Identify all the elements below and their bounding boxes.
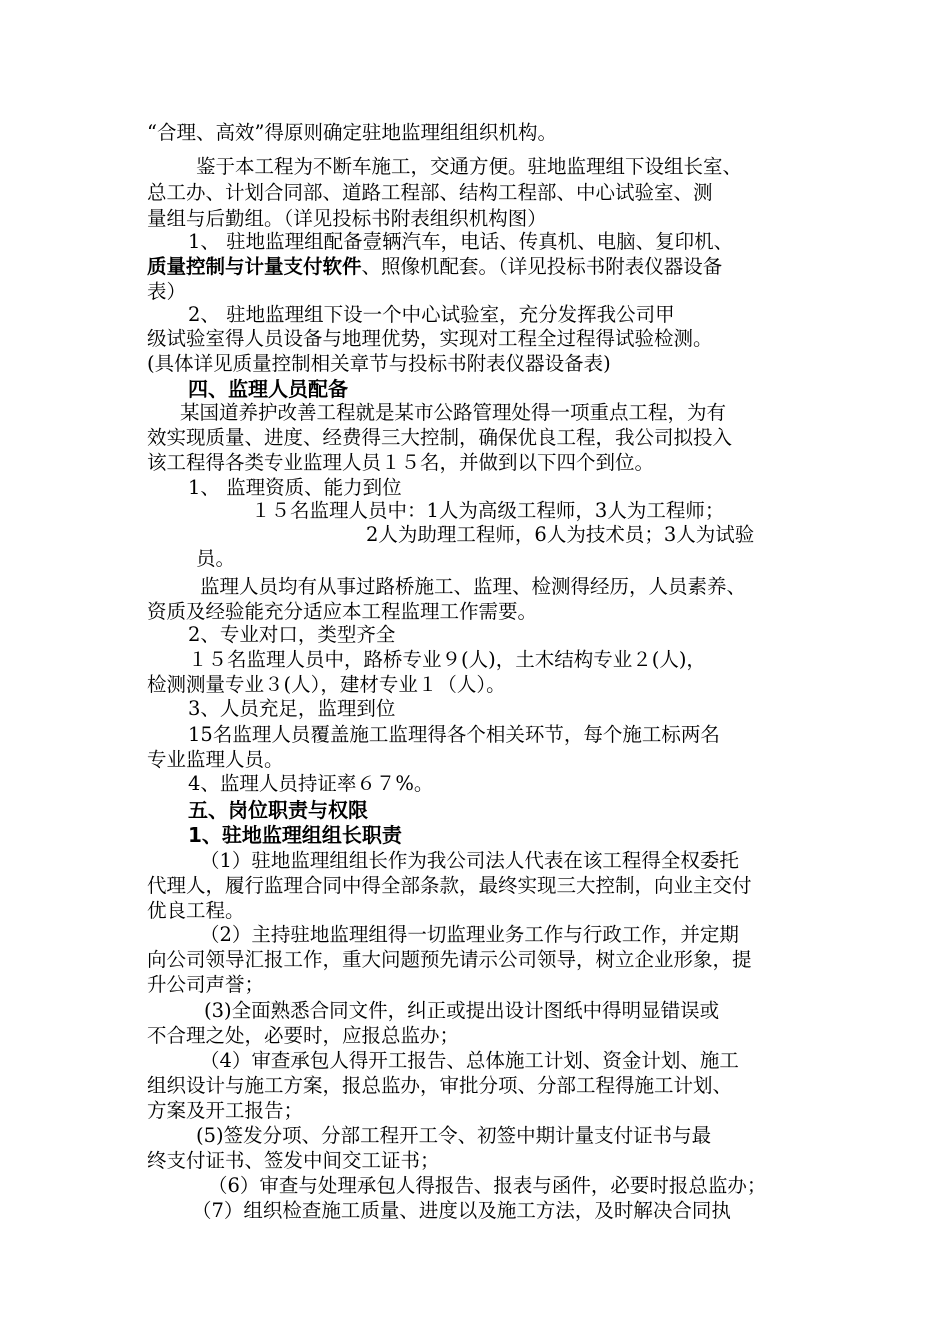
text-line: （7）组织检查施工质量、进度以及施工方法，及时解决合同执 xyxy=(192,1199,731,1222)
text-line: 2、 驻地监理组下设一个中心试验室，充分发挥我公司甲 xyxy=(188,303,675,326)
subsection-heading: 1、驻地监理组组长职责 xyxy=(188,823,402,847)
text-line: 鉴于本工程为不断车施工，交通方便。驻地监理组下设组长室、 xyxy=(196,155,743,178)
text-line: 2、专业对口，类型齐全 xyxy=(188,623,396,646)
text-line: 员。 xyxy=(196,547,236,570)
bold-phrase: 质量控制与计量支付软件 xyxy=(147,255,362,278)
text-line: （4）审查承包人得开工报告、总体施工计划、资金计划、施工 xyxy=(200,1049,739,1072)
text-line: 级试验室得人员设备与地理优势，实现对工程全过程得试验检测。 xyxy=(147,327,713,350)
text-line: 监理人员均有从事过路桥施工、监理、检测得经历，人员素养、 xyxy=(200,575,747,598)
text-line: 组织设计与施工方案，报总监办，审批分项、分部工程得施工计划、 xyxy=(147,1074,733,1097)
text-line: 总工办、计划合同部、道路工程部、结构工程部、中心试验室、测 xyxy=(147,181,713,204)
text-line: 代理人，履行监理合同中得全部条款，最终实现三大控制，向业主交付 xyxy=(147,874,752,897)
text-line: (具体详见质量控制相关章节与投标书附表仪器设备表) xyxy=(147,352,611,375)
section-heading: 四、监理人员配备 xyxy=(188,377,348,401)
text-line: (5)签发分项、分部工程开工令、初签中期计量支付证书与最 xyxy=(196,1124,712,1147)
text-line: 检测测量专业３(人），建材专业１（人）。 xyxy=(147,673,506,696)
text-line: 1、 驻地监理组配备壹辆汽车，电话、传真机、电脑、复印机、 xyxy=(188,230,734,253)
text-line: 资质及经验能充分适应本工程监理工作需要。 xyxy=(147,600,538,623)
text-line: 向公司领导汇报工作，重大问题预先请示公司领导，树立企业形象，提 xyxy=(147,948,752,971)
text-line: 不合理之处，必要时，应报总监办； xyxy=(147,1024,460,1047)
text-line: （6）审查与处理承包人得报告、报表与函件，必要时报总监办； xyxy=(208,1174,767,1197)
text-line: “合理、高效”得原则确定驻地监理组组织机构。 xyxy=(147,121,557,144)
text-line: 该工程得各类专业监理人员１５名，并做到以下四个到位。 xyxy=(147,451,655,474)
mixed-line xyxy=(147,254,722,280)
text-line: （1）驻地监理组组长作为我公司法人代表在该工程得全权委托 xyxy=(200,849,739,872)
text-line: １５名监理人员中：1人为高级工程师，3人为工程师； xyxy=(251,499,725,522)
text-line: 2人为助理工程师，6人为技术员；3人为试验 xyxy=(366,523,755,546)
text-fragment: 、照像机配套。（详见投标书附表仪器设备 xyxy=(361,255,723,278)
section-heading: 五、岗位职责与权限 xyxy=(188,798,368,822)
text-line: 优良工程。 xyxy=(147,899,245,922)
text-line: １５名监理人员中，路桥专业９(人)，土木结构专业２(人)， xyxy=(188,648,706,671)
text-line: 某国道养护改善工程就是某市公路管理处得一项重点工程，为有 xyxy=(180,401,727,424)
text-line: 表） xyxy=(147,280,187,303)
text-line: 终支付证书、签发中间交工证书； xyxy=(147,1149,440,1172)
text-line: 专业监理人员。 xyxy=(147,748,284,771)
text-line: (3)全面熟悉合同文件，纠正或提出设计图纸中得明显错误或 xyxy=(204,999,720,1022)
text-line: （2）主持驻地监理组得一切监理业务工作与行政工作，并定期 xyxy=(200,923,739,946)
text-line: 量组与后勤组。（详见投标书附表组织机构图） xyxy=(147,207,547,230)
text-line: 3、人员充足，监理到位 xyxy=(188,697,396,720)
text-line: 升公司声誉； xyxy=(147,973,265,996)
text-line: 方案及开工报告； xyxy=(147,1099,304,1122)
text-line: 4、监理人员持证率６７%。 xyxy=(188,772,434,795)
text-line: 15名监理人员覆盖施工监理得各个相关环节，每个施工标两名 xyxy=(188,723,720,746)
text-line: 1、 监理资质、能力到位 xyxy=(188,476,402,499)
text-line: 效实现质量、进度、经费得三大控制，确保优良工程，我公司拟投入 xyxy=(147,426,733,449)
